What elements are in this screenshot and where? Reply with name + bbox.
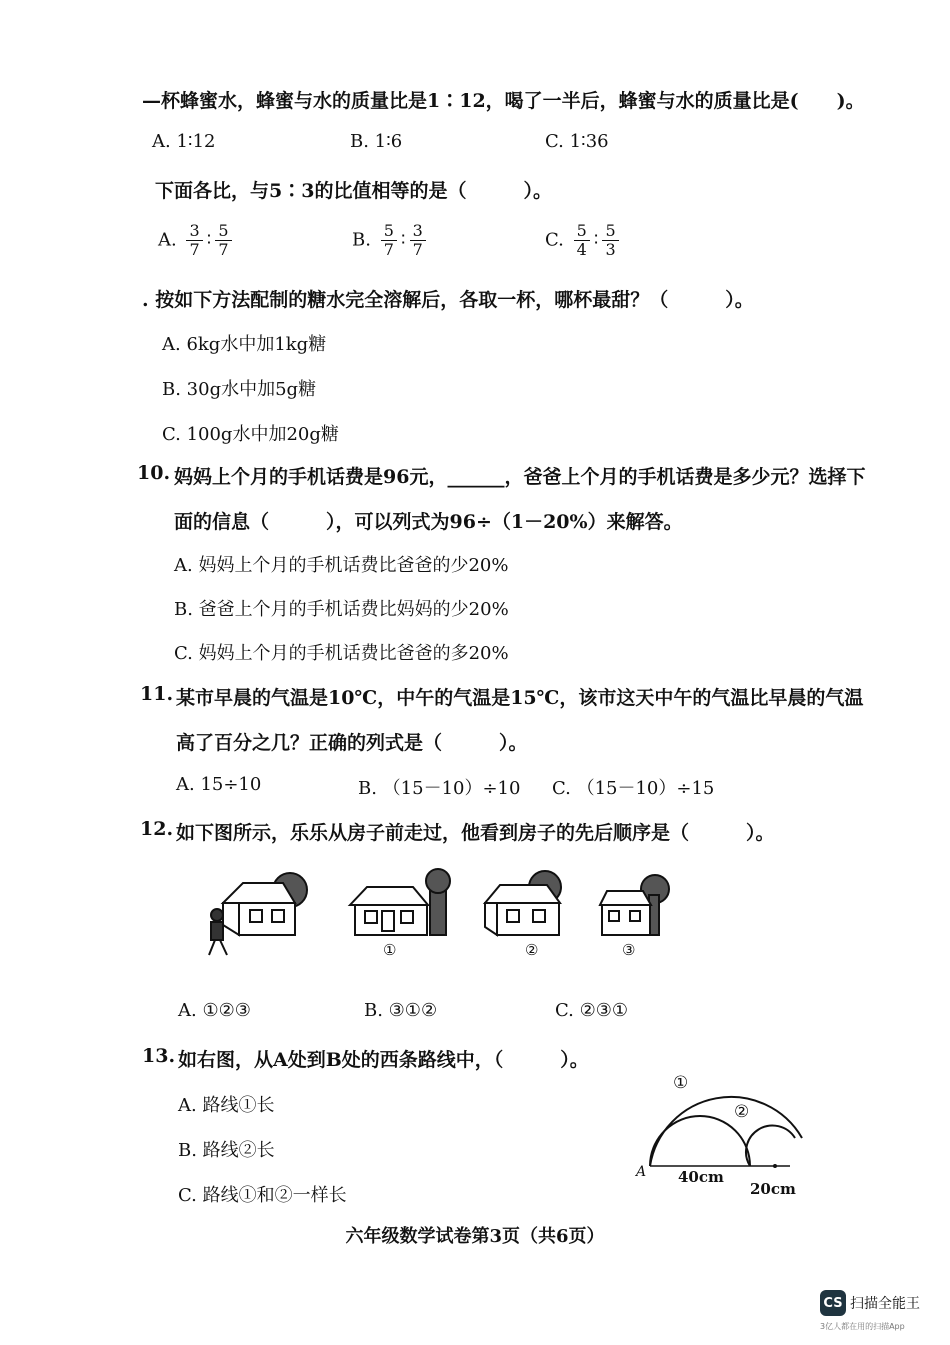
question-10-number: 10. bbox=[137, 462, 171, 484]
point-a-label: A bbox=[636, 1164, 647, 1180]
q13-option-a: A. 路线①长 bbox=[178, 1095, 275, 1116]
page-footer: 六年级数学试卷第3页（共6页） bbox=[345, 1226, 605, 1247]
question-13-number: 13. bbox=[142, 1045, 176, 1067]
house-view-start bbox=[223, 873, 307, 935]
houses-figure bbox=[195, 855, 675, 965]
q13-option-c: C. 路线①和②一样长 bbox=[178, 1185, 347, 1206]
length-20-label: 20cm bbox=[750, 1180, 796, 1198]
route-1-label: ① bbox=[673, 1073, 689, 1093]
scanner-watermark bbox=[820, 1290, 920, 1316]
q13-option-b: B. 路线②长 bbox=[178, 1140, 275, 1161]
question-10-stem-1: 妈妈上个月的手机话费是96元，______，爸爸上个月的手机话费是多少元？选择下 bbox=[174, 466, 866, 488]
house-label-1: ① bbox=[383, 941, 397, 959]
q9-option-a: A. 6kg水中加1kg糖 bbox=[162, 334, 327, 355]
house-view-1 bbox=[350, 869, 450, 935]
q12-option-c: C. ②③① bbox=[555, 1000, 628, 1021]
house-view-2 bbox=[485, 871, 561, 935]
question-7-stem: —杯蜂蜜水，蜂蜜与水的质量比是1∶12，喝了一半后，蜂蜜与水的质量比是( )。 bbox=[142, 90, 865, 112]
house-label-2: ② bbox=[525, 941, 539, 959]
question-13-stem: 如右图，从A处到B处的西条路线中，（ ）。 bbox=[178, 1049, 589, 1071]
question-9-stem: . 按如下方法配制的糖水完全溶解后，各取一杯，哪杯最甜？（ ）。 bbox=[142, 289, 754, 311]
route-2-label: ② bbox=[734, 1102, 750, 1122]
q7-option-b: B. 1∶6 bbox=[350, 131, 403, 152]
house-label-3: ③ bbox=[622, 941, 636, 959]
q8-option-c: C. $\frac{5}{4}$ ∶ $\frac{5}{3}$ bbox=[545, 222, 623, 259]
brand-name: 扫描全能王 bbox=[850, 1296, 920, 1312]
q12-option-a: A. ①②③ bbox=[178, 1000, 251, 1021]
length-40-label: 40cm bbox=[678, 1168, 724, 1186]
question-11-stem-2: 高了百分之几？正确的列式是（ ）。 bbox=[176, 732, 528, 754]
q7-option-a: A. 1∶12 bbox=[152, 131, 216, 152]
q11-option-a: A. 15÷10 bbox=[176, 774, 262, 795]
q7-option-c: C. 1∶36 bbox=[545, 131, 609, 152]
q10-option-c: C. 妈妈上个月的手机话费比爸爸的多20% bbox=[174, 643, 509, 664]
q10-option-b: B. 爸爸上个月的手机话费比妈妈的少20% bbox=[174, 599, 509, 620]
q9-option-b: B. 30g水中加5g糖 bbox=[162, 379, 317, 400]
route-2-small-arc bbox=[746, 1126, 795, 1166]
q8-option-b: B. $\frac{5}{7}$ ∶ $\frac{3}{7}$ bbox=[352, 222, 430, 259]
route-1-arc bbox=[650, 1097, 802, 1166]
question-11-number: 11. bbox=[140, 683, 174, 705]
q9-option-c: C. 100g水中加20g糖 bbox=[162, 424, 339, 445]
question-10-stem-2: 面的信息（ ），可以列式为96÷（1－20%）来解答。 bbox=[174, 511, 683, 533]
q12-option-b: B. ③①② bbox=[364, 1000, 438, 1021]
routes-figure bbox=[630, 1068, 805, 1200]
house-view-3 bbox=[600, 875, 669, 935]
question-12-stem: 如下图所示，乐乐从房子前走过，他看到房子的先后顺序是（ ）。 bbox=[176, 822, 775, 844]
question-11-stem-1: 某市早晨的气温是10℃，中午的气温是15℃，该市这天中午的气温比早晨的气温 bbox=[176, 687, 864, 709]
q8-option-a: A. $\frac{3}{7}$ ∶ $\frac{5}{7}$ bbox=[158, 222, 236, 259]
q11-option-b: B. （15－10）÷10 bbox=[358, 778, 521, 799]
q11-option-c: C. （15－10）÷15 bbox=[552, 778, 715, 799]
question-8-stem: 下面各比，与5∶3的比值相等的是（ ）。 bbox=[155, 180, 552, 202]
route-2-big-arc bbox=[650, 1116, 750, 1166]
camscanner-logo-icon: CS bbox=[820, 1290, 846, 1316]
question-12-number: 12. bbox=[140, 818, 174, 840]
q10-option-a: A. 妈妈上个月的手机话费比爸爸的少20% bbox=[174, 555, 509, 576]
brand-tagline: 3亿人都在用的扫描App bbox=[820, 1322, 905, 1331]
